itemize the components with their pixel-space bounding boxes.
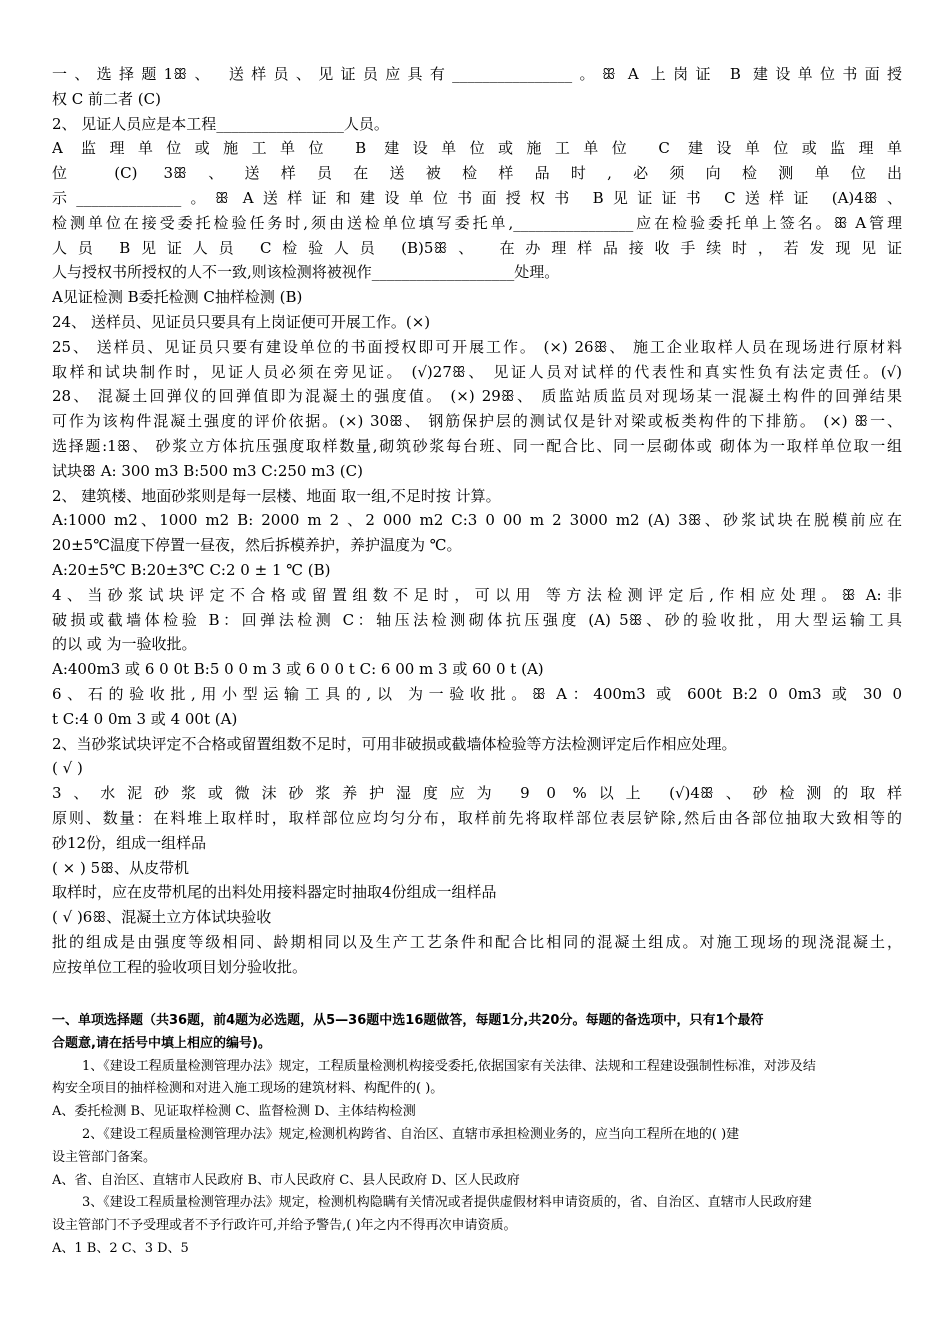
text-line: 2、 见证人员应是本工程_________________人员。: [52, 114, 389, 133]
text-line: 28、 混凝土回弹仪的回弹值即为混凝土的强度值。 (×) 29ꕥ、 质监站质监员对现场某一混凝土构件的回弹结果: [52, 387, 902, 406]
text-line: 取样和试块制作时，见证人员必须在旁见证。 (√)27ꕥ、 见证人员对试样的代表性和真实性负有法定责任。(√): [52, 362, 902, 381]
text-line: ( × ) 5ꕥ、从皮带机: [52, 858, 190, 877]
text-line: 2、 建筑楼、地面砂浆则是每一层楼、地面 取一组,不足时按 计算。: [52, 486, 501, 505]
text-line: 权 C 前二者 (C): [52, 89, 161, 108]
text-line: 砂12份，组成一组样品: [52, 833, 207, 852]
text-line: 人与授权书所授权的人不一致,则该检测将被视作___________________处理。: [52, 263, 560, 282]
question-line: 3、《建设工程质量检测管理办法》规定，检测机构隐瞒有关情况或者提供虚假材料申请资质的，省、自治区、直辖市人民政府建: [82, 1195, 812, 1211]
text-line: 4、当砂浆试块评定不合格或留置组数不足时，可以用 等方法检测评定后,作相应处理。ꕥ A:非: [52, 585, 902, 604]
text-line: 可作为该构件混凝土强度的评价依据。(×) 30ꕥ、 钢筋保护层的测试仅是针对梁或板类构件的下排筋。 (×) ꕥ一、: [52, 412, 902, 431]
section-quiz-part-1: [52, 62, 902, 979]
text-line: A:20±5℃ B:20±3℃ C:2 0 ± 1 ℃ (B): [52, 560, 331, 579]
text-line: 试块ꕥ A: 300 m3 B:500 m3 C:250 m3 (C): [52, 461, 363, 480]
text-line: 25、 送样员、见证员只要有建设单位的书面授权即可开展工作。 (×) 26ꕥ、 施工企业取样人员在现场进行原材料: [52, 337, 902, 356]
text-line: ( √ )6ꕥ、混凝土立方体试块验收: [52, 908, 272, 927]
text-line: t C:4 0 0m 3 或 4 00t (A): [52, 709, 238, 728]
text-line: 原则、数量：在料堆上取样时，取样部位应均匀分布，取样前先将取样部位表层铲除,然后由各部位抽取大致相等的: [52, 808, 902, 827]
text-line: 位 (C) 3ꕥ、送样员在送被检样品时,必须向检测单位出: [52, 164, 902, 183]
options-line: A、委托检测 B、见证取样检测 C、监督检测 D、主体结构检测: [52, 1104, 416, 1120]
text-line: A:1000 m2、1000 m2 B: 2000 m 2 、2 000 m2 C:3 0 00 m 2 3000 m2 (A) 3ꕥ、砂浆试块在脱模前应在: [52, 511, 902, 530]
text-line: 批的组成是由强度等级相同、龄期相同以及生产工艺条件和配合比相同的混凝土组成。对施工现场的现浇混凝土，: [52, 932, 902, 951]
text-line: 3、水泥砂浆或微沫砂浆养护湿度应为 9 0 %以上 (√)4ꕥ、砂检测的取样: [52, 784, 902, 803]
text-line: 破损或截墙体检验 B：回弹法检测 C：轴压法检测砌体抗压强度 (A) 5ꕥ、砂的验收批，用大型运输工具: [52, 610, 902, 629]
question-line: 设主管部门不予受理或者不予行政许可,并给予警告,( )年之内不得再次申请资质。: [52, 1218, 517, 1234]
text-line: 选择题:1ꕥ、 砂浆立方体抗压强度取样数量,砌筑砂浆每台班、同一配合比、同一层砌体或 砌体为一取样单位取一组: [52, 436, 902, 455]
options-line: A、1 B、2 C、3 D、5: [52, 1240, 189, 1256]
section-heading-cont: 合题意,请在括号中填上相应的编号)。: [52, 1035, 271, 1051]
question-line: 构安全项目的抽样检测和对进入施工现场的建筑材料、构配件的( )。: [52, 1081, 444, 1097]
options-line: A、省、自治区、直辖市人民政府 B、市人民政府 C、县人民政府 D、区人民政府: [52, 1172, 520, 1188]
text-line: 的以 或 为一验收批。: [52, 635, 197, 654]
section-single-choice: [52, 1010, 902, 1261]
text-line: 人员 B见证人员 C检验人员 (B)5ꕥ、 在办理样品接收手续时，若发现见证: [52, 238, 902, 257]
question-line: 设主管部门备案。: [52, 1149, 157, 1165]
question-line: 2、《建设工程质量检测管理办法》规定,检测机构跨省、自治区、直辖市承担检测业务的，应当向工程所在地的( )建: [82, 1126, 740, 1142]
text-line: A:400m3 或 6 0 0t B:5 0 0 m 3 或 6 0 0 t C: 6 00 m 3 或 60 0 t (A): [52, 660, 544, 679]
text-line: ( √ ): [52, 759, 83, 778]
text-line: 示______________。ꕥ A送样证和建设单位书面授权书 B见证证书 C送样证 (A)4ꕥ、: [52, 188, 902, 207]
text-line: 应按单位工程的验收项目划分验收批。: [52, 957, 308, 976]
question-line: 1、《建设工程质量检测管理办法》规定，工程质量检测机构接受委托,依据国家有关法律、法规和工程建设强制性标准，对涉及结: [82, 1058, 816, 1074]
text-line: 24、 送样员、见证员只要具有上岗证便可开展工作。(×): [52, 312, 431, 331]
text-line: 6、石的验收批,用小型运输工具的,以 为一验收批。ꕥ A：400m3 或 600t B:2 0 0m3 或 30 0: [52, 684, 902, 703]
text-line: 20±5℃温度下停置一昼夜，然后拆模养护，养护温度为 ℃。: [52, 536, 462, 555]
text-line: 取样时，应在皮带机尾的出料处用接料器定时抽取4份组成一组样品: [52, 883, 497, 902]
text-line: A见证检测 B委托检测 C抽样检测 (B): [52, 288, 303, 307]
text-line: 检测单位在接受委托检验任务时,须由送检单位填写委托单,________________应在检验委托单上签名。ꕥ A管理: [52, 213, 902, 232]
text-line: 2、当砂浆试块评定不合格或留置组数不足时，可用非破损或截墙体检验等方法检测评定后作相应处理。: [52, 734, 737, 753]
text-line: 一、选择题1ꕥ、 送样员、见证员应具有________________。ꕥ A 上岗证 B 建设单位书面授: [52, 65, 902, 83]
text-line: A 监理单位或施工单位 B 建设单位或施工单位 C 建设单位或监理单: [52, 139, 902, 158]
section-heading: 一、单项选择题（共36题，前4题为必选题，从5—36题中选16题做答，每题1分,共20分。每题的备选项中，只有1个最符: [52, 1013, 764, 1028]
